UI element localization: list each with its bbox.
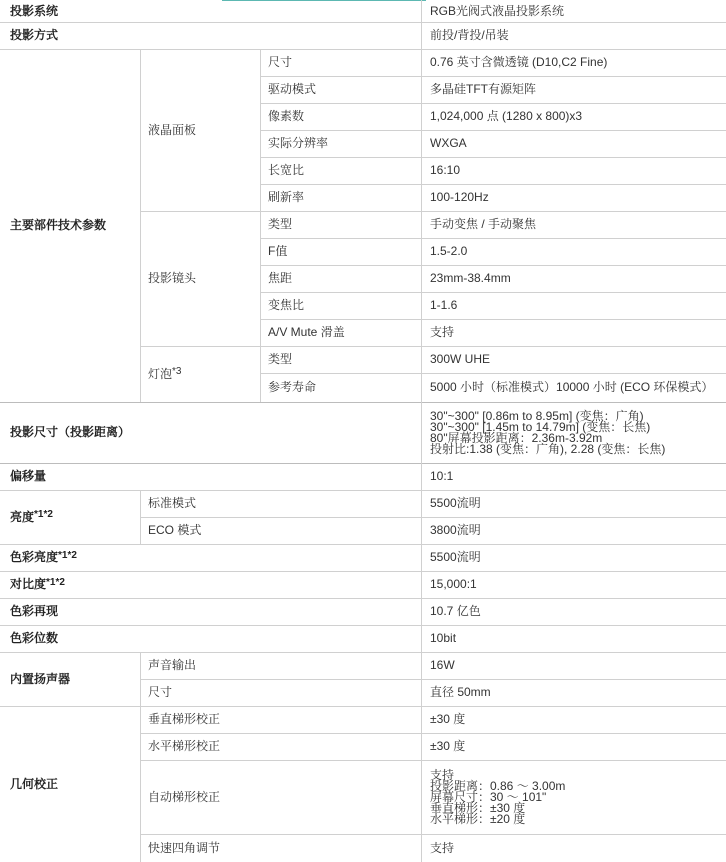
row-divider: [0, 625, 726, 626]
label-lens: 投影镜头: [148, 271, 197, 285]
row-divider: [0, 598, 726, 599]
projection-size-line: 投射比:1.38 (变焦：广角), 2.28 (变焦：长焦): [430, 441, 666, 456]
value-pixel-count: 1,024,000 点 (1280 x 800)x3: [430, 109, 583, 123]
auto-keystone-line: 水平梯形：±20 度: [430, 811, 526, 826]
label-color-brightness: 色彩亮度 $^{*1*2}$: [10, 549, 77, 564]
label-eco-mode: ECO 模式: [148, 523, 202, 537]
auto-keystone-line: 支持: [430, 767, 455, 782]
row-divider: [0, 490, 726, 491]
value-zoom-ratio: 1-1.6: [430, 298, 458, 312]
col-divider: [140, 652, 141, 706]
value-av-mute: 支持: [430, 325, 455, 339]
label-lamp: 灯泡 $^{*3}$: [148, 366, 182, 381]
value-vertical-keystone: ±30 度: [430, 712, 466, 726]
row-divider: [260, 157, 726, 158]
value-speaker-size: 直径 50mm: [430, 685, 491, 699]
row-divider: [0, 652, 726, 653]
row-divider: [0, 544, 726, 545]
value-focal-length: 23mm-38.4mm: [430, 271, 511, 285]
label-contrast-text: 对比度: [10, 577, 47, 591]
label-speaker-size: 尺寸: [148, 685, 173, 699]
label-brightness: 亮度 $^{*1*2}$: [10, 509, 53, 524]
label-geometry: 几何校正: [10, 776, 59, 791]
col-divider: [421, 0, 422, 862]
label-zoom-ratio: 变焦比: [268, 298, 305, 312]
col-divider: [140, 706, 141, 862]
value-eco-mode: 3800流明: [430, 523, 481, 537]
value-drive-mode: 多晶硅TFT有源矩阵: [430, 82, 536, 96]
value-projection-system: RGB光阀式液晶投影系统: [430, 3, 565, 18]
label-projection-method: 投影方式: [10, 28, 59, 42]
label-f-value: F值: [268, 244, 288, 258]
label-refresh-rate: 刷新率: [268, 190, 305, 204]
row-divider: [260, 130, 726, 131]
label-projection-size: 投影尺寸（投影距离）: [10, 425, 131, 439]
row-divider: [0, 571, 726, 572]
value-standard-mode: 5500流明: [430, 496, 481, 510]
row-divider: [0, 49, 726, 50]
label-offset: 偏移量: [10, 469, 47, 483]
auto-keystone-line: 垂直梯形：±30 度: [430, 800, 526, 815]
value-refresh-rate: 100-120Hz: [430, 190, 489, 204]
row-divider: [0, 463, 726, 464]
label-horizontal-keystone: 水平梯形校正: [148, 739, 221, 753]
label-aspect-ratio: 长宽比: [268, 163, 305, 177]
value-color-brightness: 5500流明: [430, 550, 481, 564]
label-projection-system: 投影系统: [10, 3, 59, 18]
label-lens-type: 类型: [268, 217, 293, 231]
row-divider: [260, 292, 726, 293]
col-divider: [140, 490, 141, 544]
value-resolution: WXGA: [430, 136, 467, 150]
label-resolution: 实际分辨率: [268, 136, 329, 150]
value-f-value: 1.5-2.0: [430, 244, 468, 258]
label-lamp-type: 类型: [268, 352, 293, 366]
value-panel-size: 0.76 英寸含微透镜 (D10,C2 Fine): [430, 55, 608, 69]
value-contrast: 15,000:1: [430, 577, 477, 591]
row-divider: [260, 238, 726, 239]
value-lamp-type: 300W UHE: [430, 352, 491, 366]
projection-size-line: 30"~300" [0.86m to 8.95m] (变焦：广角): [430, 408, 644, 423]
label-color-reproduction: 色彩再现: [10, 604, 59, 618]
value-lens-type: 手动变焦 / 手动聚焦: [430, 217, 537, 231]
label-focal-length: 焦距: [268, 271, 293, 285]
label-lcd-panel: 液晶面板: [148, 122, 197, 137]
value-horizontal-keystone: ±30 度: [430, 739, 466, 753]
top-accent-line: [222, 0, 426, 1]
label-av-mute: A/V Mute 滑盖: [268, 325, 345, 339]
value-offset: 10:1: [430, 469, 454, 483]
value-auto-keystone: [430, 762, 565, 832]
projection-size-line: 80"屏幕投影距离：2.36m-3.92m: [430, 430, 603, 445]
col-divider: [140, 49, 141, 402]
label-brightness-text: 亮度: [10, 509, 35, 524]
row-divider: [0, 706, 726, 707]
col-divider: [260, 49, 261, 402]
label-contrast: 对比度 $^{*1*2}$: [10, 576, 65, 591]
label-quick-corner: 快速四角调节: [148, 840, 221, 855]
value-lamp-life: 5000 小时（标准模式）10000 小时 (ECO 环保模式）: [430, 380, 714, 394]
auto-keystone-line: 投影距离：0.86 ～ 3.00m: [430, 778, 566, 793]
label-color-depth: 色彩位数: [10, 631, 59, 645]
value-quick-corner: 支持: [430, 840, 455, 855]
label-panel-size: 尺寸: [268, 55, 293, 69]
projection-size-line: 30"~300" [1.45m to 14.79m] (变焦：长焦): [430, 419, 651, 434]
value-aspect-ratio: 16:10: [430, 163, 461, 177]
label-speaker: 内置扬声器: [10, 671, 71, 686]
label-vertical-keystone: 垂直梯形校正: [148, 712, 221, 726]
label-pixel-count: 像素数: [268, 109, 305, 123]
label-lamp-life: 参考寿命: [268, 380, 317, 394]
row-divider: [140, 760, 726, 761]
label-lamp-text: 灯泡: [148, 366, 173, 381]
label-drive-mode: 驱动模式: [268, 82, 317, 96]
label-auto-keystone: 自动梯形校正: [148, 789, 221, 804]
row-divider: [0, 22, 726, 23]
label-standard-mode: 标准模式: [148, 496, 197, 510]
value-color-reproduction: 10.7 亿色: [430, 604, 481, 618]
label-audio-output: 声音输出: [148, 658, 197, 672]
auto-keystone-line: 屏幕尺寸：30 ～ 101": [430, 789, 547, 804]
value-projection-method: 前投/背投/吊装: [430, 28, 509, 42]
value-color-depth: 10bit: [430, 631, 457, 645]
row-divider: [260, 184, 726, 185]
value-projection-size: [430, 404, 665, 461]
label-color-brightness-text: 色彩亮度: [10, 550, 59, 564]
value-audio-output: 16W: [430, 658, 455, 672]
label-main-parts: 主要部件技术参数: [10, 218, 107, 232]
